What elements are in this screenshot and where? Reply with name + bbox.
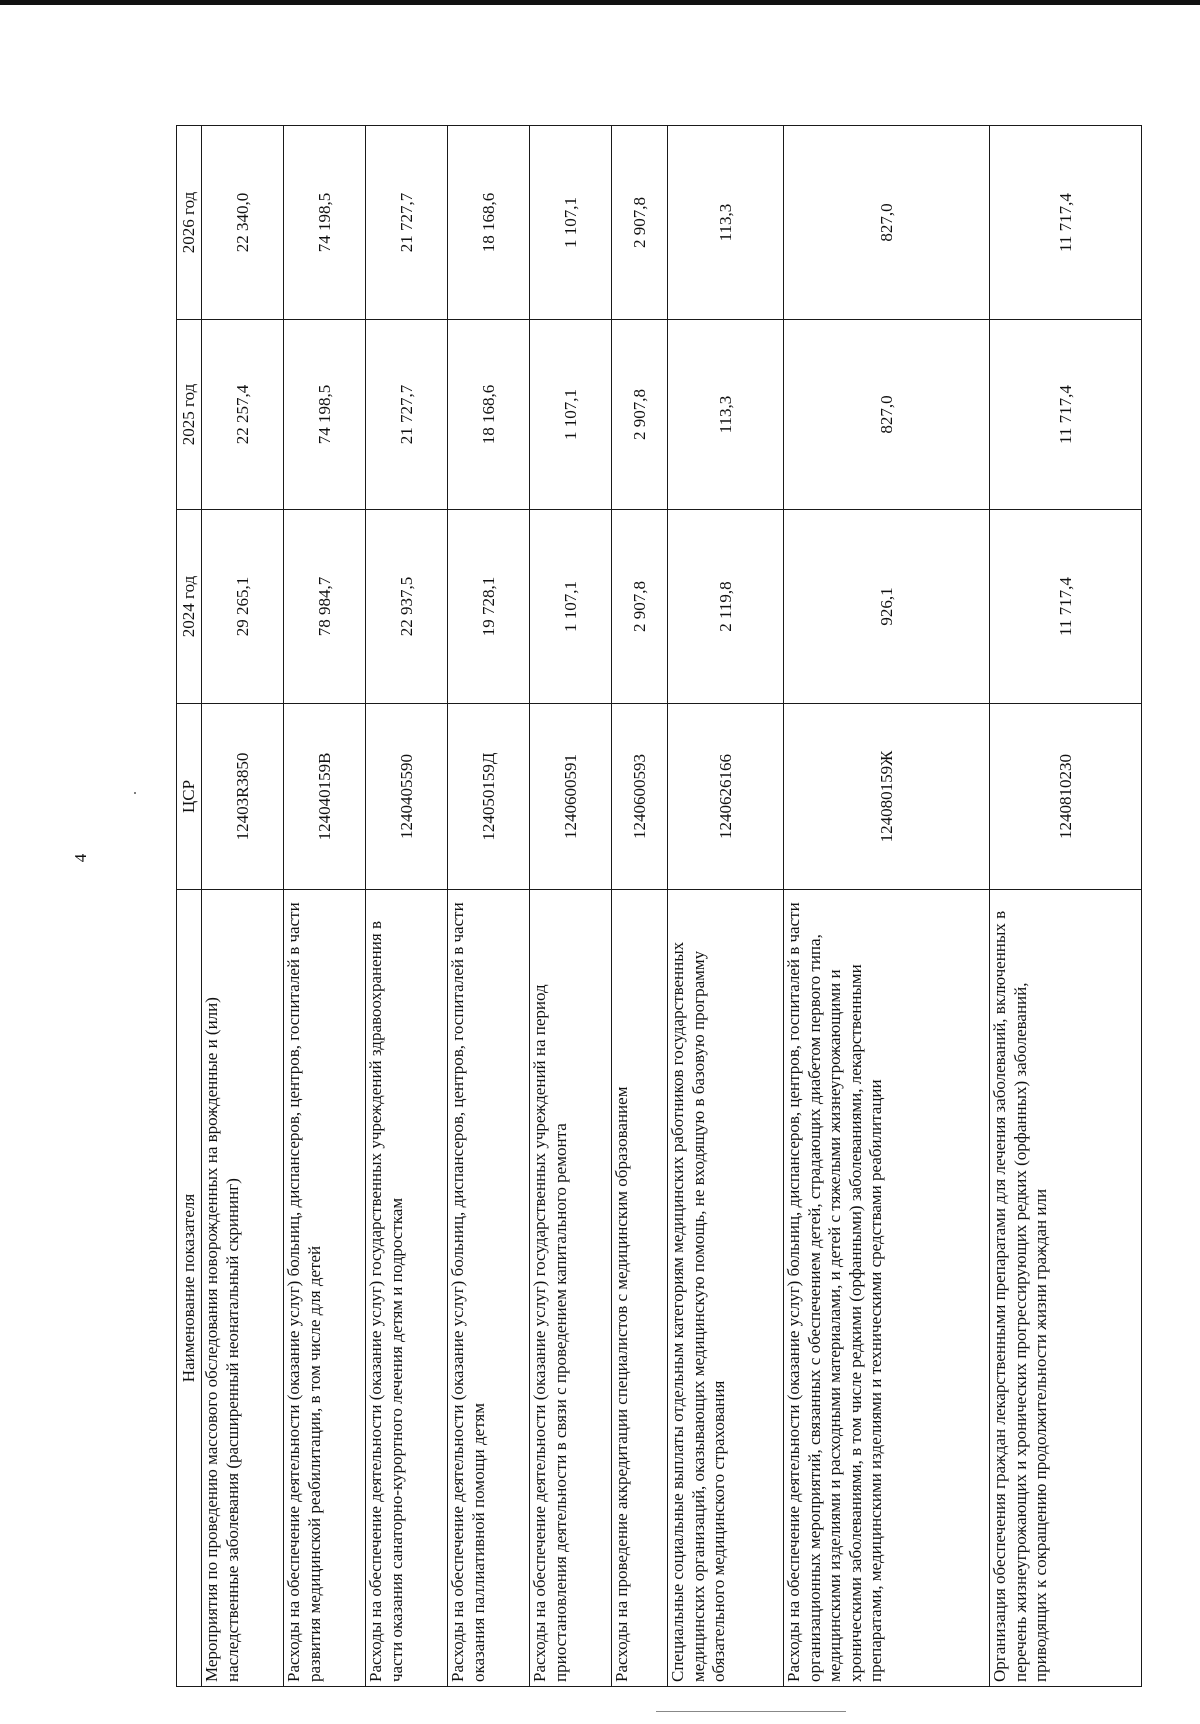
- row-value-2024: 1 107,1: [530, 510, 612, 704]
- row-value-2025: 22 257,4: [202, 320, 284, 510]
- header-csr-code: ЦСР: [177, 704, 202, 890]
- row-indicator-name: Расходы на обеспечение деятельности (оказание услуг) государственных учреждений на период приостановления деятельности в связи с проведением капитального ремонта: [530, 890, 612, 1687]
- table-row: [668, 126, 784, 1687]
- row-value-2025: 11 717,4: [990, 320, 1142, 510]
- page-top-border: [0, 0, 1200, 5]
- row-value-2026: 74 198,5: [284, 126, 366, 320]
- row-value-2026: 11 717,4: [990, 126, 1142, 320]
- row-csr-code: 1240626166: [668, 704, 784, 890]
- row-value-2025: 1 107,1: [530, 320, 612, 510]
- table-row: [366, 126, 448, 1687]
- row-value-2024: 2 907,8: [612, 510, 668, 704]
- row-value-2024: 22 937,5: [366, 510, 448, 704]
- table-row: [284, 126, 366, 1687]
- row-value-2025: 18 168,6: [448, 320, 530, 510]
- row-indicator-name: Расходы на обеспечение деятельности (оказание услуг) государственных учреждений здравоохранения в части оказания санаторно-курортного лечения детям и подросткам: [366, 890, 448, 1687]
- row-value-2026: 2 907,8: [612, 126, 668, 320]
- row-csr-code: 12403R3850: [202, 704, 284, 890]
- table-row: [784, 126, 990, 1687]
- header-year-2025: 2025 год: [177, 320, 202, 510]
- row-value-2026: 18 168,6: [448, 126, 530, 320]
- row-csr-code: 1240810230: [990, 704, 1142, 890]
- row-value-2026: 827,0: [784, 126, 990, 320]
- row-csr-code: 1240600591: [530, 704, 612, 890]
- row-indicator-name: Организация обеспечения граждан лекарственными препаратами для лечения заболеваний, включенных в перечень жизнеугрожающих и хронических прогрессирующих редких (орфанных) заболеваний, приводящих к сокращению продолжительности жизни граждан или: [990, 890, 1142, 1687]
- row-value-2026: 21 727,7: [366, 126, 448, 320]
- header-year-2026: 2026 год: [177, 126, 202, 320]
- header-indicator-name: Наименование показателя: [177, 890, 202, 1687]
- table-header-row: [177, 126, 202, 1687]
- budget-table: [176, 125, 1142, 1687]
- row-csr-code: 124080159Ж: [784, 704, 990, 890]
- row-csr-code: 124040159В: [284, 704, 366, 890]
- row-value-2024: 2 119,8: [668, 510, 784, 704]
- row-indicator-name: Мероприятия по проведению массового обследования новорожденных на врожденные и (или) наследственные заболевания (расширенный неонатальный скрининг): [202, 890, 284, 1687]
- row-csr-code: 1240405590: [366, 704, 448, 890]
- row-indicator-name: Расходы на обеспечение деятельности (оказание услуг) больниц, диспансеров, центров, госпиталей в части организационных мероприятий, связанных с обеспечением детей, страдающих диабетом первого типа, медицинскими изделиями и расходными материалами, и детей с тяжелыми жизнеугрожающими и хроническими заболеваниями, в том числе редкими (орфанными) заболеваниями, лекарственными препаратами, медицинскими изделиями и техническими средствами реабилитации: [784, 890, 990, 1687]
- page-number: 4: [71, 853, 90, 863]
- row-value-2025: 74 198,5: [284, 320, 366, 510]
- row-value-2025: 113,3: [668, 320, 784, 510]
- row-value-2024: 29 265,1: [202, 510, 284, 704]
- row-value-2025: 2 907,8: [612, 320, 668, 510]
- row-value-2024: 926,1: [784, 510, 990, 704]
- table-row: [448, 126, 530, 1687]
- row-indicator-name: Расходы на проведение аккредитации специалистов с медицинским образованием: [612, 890, 668, 1687]
- scan-speck: [134, 792, 136, 794]
- row-value-2024: 19 728,1: [448, 510, 530, 704]
- row-csr-code: 1240600593: [612, 704, 668, 890]
- row-value-2024: 11 717,4: [990, 510, 1142, 704]
- row-csr-code: 124050159Д: [448, 704, 530, 890]
- row-indicator-name: Специальные социальные выплаты отдельным категориям медицинских работников государственных медицинских организаций, оказывающих медицинскую помощь, не входящую в базовую программу обязательного медицинского страхования: [668, 890, 784, 1687]
- row-value-2026: 22 340,0: [202, 126, 284, 320]
- table-row: [990, 126, 1142, 1687]
- row-value-2025: 827,0: [784, 320, 990, 510]
- row-indicator-name: Расходы на обеспечение деятельности (оказание услуг) больниц, диспансеров, центров, госпиталей в части оказания паллиативной помощи детям: [448, 890, 530, 1687]
- row-value-2026: 113,3: [668, 126, 784, 320]
- row-indicator-name: Расходы на обеспечение деятельности (оказание услуг) больниц, диспансеров, центров, госпиталей в части развития медицинской реабилитации, в том числе для детей: [284, 890, 366, 1687]
- row-value-2025: 21 727,7: [366, 320, 448, 510]
- table-row: [612, 126, 668, 1687]
- header-year-2024: 2024 год: [177, 510, 202, 704]
- row-value-2026: 1 107,1: [530, 126, 612, 320]
- table-row: [202, 126, 284, 1687]
- row-value-2024: 78 984,7: [284, 510, 366, 704]
- rotated-table-container: [176, 126, 1138, 1687]
- scan-edge-line: [656, 1711, 846, 1712]
- table-row: [530, 126, 612, 1687]
